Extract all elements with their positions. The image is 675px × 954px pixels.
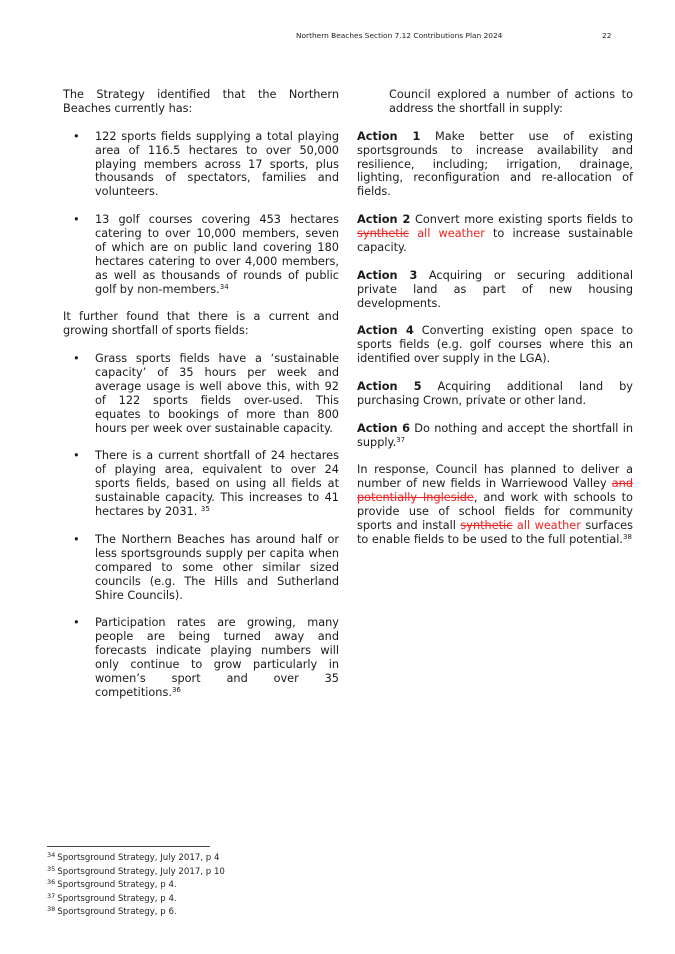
response-paragraph: In response, Council has planned to deliver a number of new fields in Warriewood Valley and potentially Ingleside, and work with schools to provide use of school fields for community sports and install synthetic all weather surfaces to enable fields to be used to the full potential.$^{38}$ [357,463,633,546]
action-label: Action 5 [357,379,422,393]
list-item: • The Northern Beaches has around half or less sportsgrounds supply per capita when compared to some other similar sized councils (e.g. The Hills and Sutherland Shire Councils). [73,532,339,602]
action-item: Action 1 Make better use of existing sportsgrounds to increase availability and resilience, including; irrigation, drainage, lighting, reconfiguration and re-allocation of fields. [357,129,633,199]
shortfall-paragraph: It further found that there is a current and growing shortfall of sports fields: [63,310,339,338]
action-item: Action 6 Do nothing and accept the shortfall in supply.$^{37}$ [357,421,633,449]
action-item: Action 2 Convert more existing sports fields to synthetic all weather to increase sustainable capacity. [357,213,633,254]
bullet-icon: • [73,449,80,463]
list-item: • 122 sports fields supplying a total playing area of 116.5 hectares to over 50,000 playing members across 17 sports, plus thousands of spectators, families and volunteers. [73,129,339,199]
footnote-item: $^{34}$ Sportsground Strategy, July 2017, p 4 [47,851,220,863]
intro-paragraph: The Strategy identified that the Northern Beaches currently has: [63,88,339,115]
list-item: • 13 golf courses covering 453 hectares catering to over 10,000 members, seven of which are on public land covering 180 hectares catering to over 4,000 members, as well as thousands of rounds of public golf by non-members.$^{34}$ [73,213,339,296]
footnote-ref[interactable]: 36 [171,685,181,694]
shortfall-list [63,352,339,700]
left-column [63,88,339,714]
bullet-icon: • [73,213,80,227]
action-label: Action 1 [357,129,421,143]
footnote-item: $^{38}$ Sportsground Strategy, p 6. [47,905,177,918]
action-item: Action 3 Acquiring or securing additional private land as part of new housing developments. [357,268,633,310]
list-item: • There is a current shortfall of 24 hectares of playing area, equivalent to over 24 sports fields, based on using all fields at sustainable capacity. This increases to 41 hectares by 2031. $^{35}$ [73,449,339,519]
action-item: Action 4 Converting existing open space to sports fields (e.g. golf courses where this an identified over supply in the LGA). [357,324,633,366]
bullet-icon: • [73,129,80,143]
action-item: Action 5 Acquiring additional land by purchasing Crown, private or other land. [357,379,633,407]
deleted-text: synthetic [460,518,513,532]
current-supply-list [63,130,339,297]
inserted-text: all weather [512,518,581,532]
actions-intro: Council explored a number of actions to address the shortfall in supply: [389,88,633,115]
page-number: 22 [602,31,612,40]
action-label: Action 6 [357,421,411,435]
footnote-item: $^{37}$ Sportsground Strategy, p 4. [47,891,177,904]
footnote-item: $^{36}$ Sportsground Strategy, p 4. [47,878,177,891]
footnote-ref[interactable]: 34 [219,282,229,291]
footnotes [47,846,225,920]
bullet-icon: • [73,616,80,630]
action-label: Action 2 [357,213,411,227]
action-label: Action 3 [357,268,418,282]
footnote-ref[interactable]: 37 [396,435,406,444]
list-item: • Grass sports fields have a ‘sustainable capacity’ of 35 hours per week and average usage is well above this, with 92 of 122 sports fields over-used. This equates to bookings of more than 800 hours per week over sustainable capacity. [73,352,339,435]
footnote-item: $^{35}$ Sportsground Strategy, July 2017, p 10 [47,864,225,877]
footnote-divider [47,846,210,847]
list-item: • Participation rates are growing, many people are being turned away and forecasts indicate playing numbers will only continue to grow particularly in women’s sport and over 35 competitions.$^{36}$ [73,616,339,699]
footnote-ref[interactable]: 35 [200,505,210,514]
inserted-text: all weather [409,227,485,241]
action-label: Action 4 [357,324,414,338]
document-title: Northern Beaches Section 7.12 Contributions Plan 2024 [296,31,503,40]
bullet-icon: • [73,532,80,546]
deleted-text: synthetic [357,227,410,241]
deleted-text: and potentially Ingleside [357,477,633,505]
footnote-ref[interactable]: 38 [622,532,632,541]
right-column [357,88,633,561]
bullet-icon: • [73,352,80,366]
